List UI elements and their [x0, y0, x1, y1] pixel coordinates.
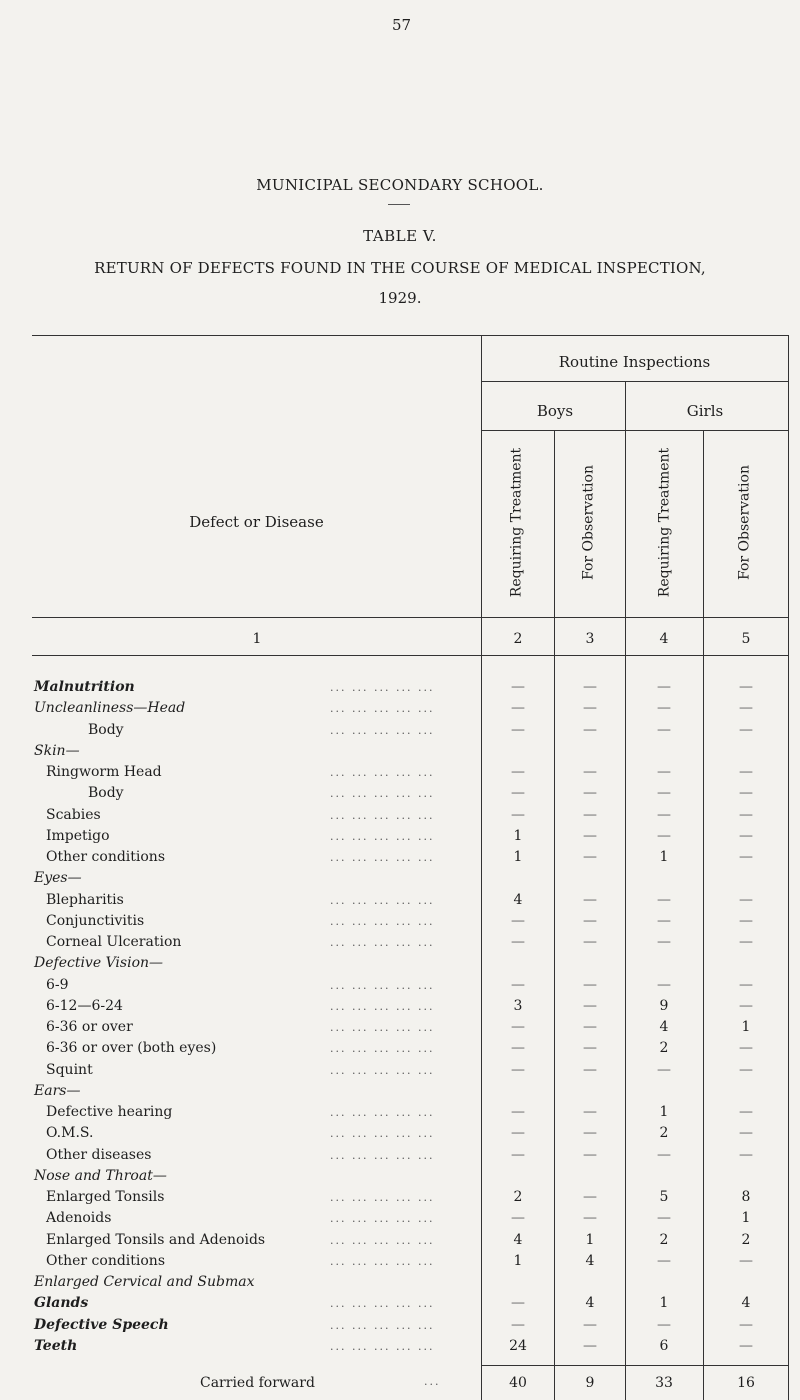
row-value: —: [511, 1295, 525, 1312]
row-value: —: [739, 1252, 753, 1269]
column-number: 2: [513, 631, 523, 647]
carried-forward-label: Carried forward: [200, 1375, 315, 1391]
row-label: Teeth: [34, 1337, 78, 1354]
row-value: —: [739, 1104, 753, 1120]
leader-dots: ... ... ... ... ...: [330, 1191, 435, 1204]
row-value: —: [739, 934, 753, 950]
row-value: 5: [659, 1189, 669, 1205]
school-title: MUNICIPAL SECONDARY SCHOOL.: [256, 176, 544, 194]
row-value: 1: [659, 1104, 669, 1120]
row-value: —: [511, 806, 525, 823]
leader-dots: ... ... ... ... ...: [330, 1233, 435, 1247]
row-label: Skin—: [34, 742, 80, 759]
row-value: —: [583, 1337, 597, 1354]
leader-dots: ... ... ... ... ...: [330, 681, 435, 694]
leader-dots: ... ... ... ... ...: [330, 1042, 435, 1056]
row-value: 4: [741, 1295, 751, 1312]
row-value: —: [739, 806, 753, 823]
row-label: Glands: [34, 1295, 89, 1312]
row-value: 4: [659, 1019, 669, 1035]
row-value: —: [583, 934, 597, 950]
row-value: 1: [741, 1019, 751, 1035]
column-number: 3: [585, 631, 595, 647]
row-value: 9: [659, 997, 669, 1014]
total-girls-requiring-treatment: 33: [655, 1375, 673, 1391]
leader-dots: ... ... ... ... ...: [330, 851, 435, 864]
row-value: 4: [585, 1295, 595, 1312]
row-label: Squint: [46, 1061, 93, 1078]
leader-dots: ... ... ... ... ...: [330, 808, 435, 822]
row-label: Nose and Throat—: [34, 1167, 167, 1184]
leader-dots: ... ... ... ... ...: [330, 914, 435, 928]
row-value: —: [511, 679, 525, 695]
row-label: Malnutrition: [34, 679, 135, 695]
row-label: Blepharitis: [46, 891, 124, 908]
row-value: —: [583, 976, 597, 993]
row-value: —: [657, 1146, 671, 1163]
row-label: 6-9: [46, 976, 69, 993]
row-value: —: [739, 849, 753, 865]
table-number: TABLE V.: [363, 227, 437, 245]
row-value: —: [511, 700, 525, 717]
row-value: —: [739, 976, 753, 993]
page-number: 57: [392, 16, 412, 34]
leader-dots: ... ... ... ... ...: [330, 787, 435, 801]
leader-dots: ... ... ... ... ...: [330, 829, 435, 843]
row-value: —: [739, 721, 753, 738]
header-girls: Girls: [686, 402, 724, 420]
row-value: —: [739, 912, 753, 929]
row-value: 3: [513, 997, 523, 1014]
row-value: —: [583, 1146, 597, 1163]
row-label: Enlarged Cervical and Submax: [34, 1274, 255, 1290]
row-value: —: [583, 891, 597, 908]
row-label: 6-12—6-24: [46, 997, 123, 1014]
row-value: 2: [513, 1189, 523, 1205]
row-value: —: [739, 1061, 753, 1078]
row-value: —: [583, 1104, 597, 1120]
row-value: —: [583, 700, 597, 717]
row-value: —: [657, 679, 671, 695]
row-label: Adenoids: [46, 1210, 112, 1227]
leader-dots: ... ... ... ... ...: [330, 1106, 435, 1119]
row-value: 2: [659, 1125, 669, 1142]
row-value: 2: [659, 1040, 669, 1057]
row-value: —: [511, 1019, 525, 1035]
column-number: 5: [741, 631, 751, 647]
row-label: Eyes—: [34, 870, 82, 887]
row-value: —: [583, 721, 597, 738]
row-value: —: [739, 827, 753, 844]
row-value: —: [511, 1040, 525, 1057]
row-value: —: [583, 1189, 597, 1205]
leader-dots: ... ... ... ... ...: [330, 1212, 435, 1226]
row-value: —: [739, 1146, 753, 1163]
row-value: 1: [741, 1210, 751, 1227]
row-value: 4: [513, 1231, 523, 1248]
row-value: —: [583, 1019, 597, 1035]
header-boys: Boys: [536, 402, 574, 420]
row-value: —: [583, 997, 597, 1014]
leader-dots: ... ... ... ... ...: [330, 723, 435, 737]
leader-dots: ... ... ... ... ...: [330, 978, 435, 992]
row-value: —: [657, 1210, 671, 1227]
row-value: —: [657, 1061, 671, 1078]
row-label: Impetigo: [46, 827, 110, 844]
row-value: —: [739, 891, 753, 908]
row-value: 24: [509, 1337, 527, 1354]
total-boys-for-observation: 9: [585, 1375, 595, 1391]
leader-dots: ... ... ... ... ...: [330, 1021, 435, 1034]
header-boys-requiring-treatment: Requiring Treatment: [508, 447, 525, 598]
row-value: —: [511, 1125, 525, 1142]
leader-dots: ... ... ... ... ...: [330, 936, 435, 949]
row-value: —: [511, 1210, 525, 1227]
row-label: Defective Vision—: [34, 955, 164, 972]
leader-dots: ... ... ... ... ...: [330, 1063, 435, 1077]
row-value: —: [739, 1040, 753, 1057]
row-value: —: [657, 891, 671, 908]
row-value: —: [583, 764, 597, 780]
row-value: 1: [513, 1252, 523, 1269]
row-value: —: [511, 1104, 525, 1120]
leader-dots: ... ... ... ... ...: [330, 1254, 435, 1268]
row-value: —: [511, 934, 525, 950]
total-girls-for-observation: 16: [737, 1375, 755, 1391]
row-value: —: [583, 1210, 597, 1227]
row-value: —: [583, 1061, 597, 1078]
row-value: —: [657, 785, 671, 802]
row-label: Body: [88, 721, 124, 738]
row-value: —: [511, 976, 525, 993]
row-label: Uncleanliness—Head: [34, 700, 186, 717]
row-value: —: [657, 934, 671, 950]
row-value: —: [657, 827, 671, 844]
report-year: 1929.: [378, 289, 422, 307]
row-label: O.M.S.: [46, 1125, 94, 1142]
total-boys-requiring-treatment: 40: [509, 1375, 527, 1391]
row-value: 1: [659, 849, 669, 865]
row-value: —: [511, 764, 525, 780]
row-value: —: [511, 1061, 525, 1078]
row-value: —: [583, 827, 597, 844]
row-value: —: [657, 721, 671, 738]
row-value: —: [739, 785, 753, 802]
row-label: Conjunctivitis: [46, 912, 145, 929]
leader-dots: ... ... ... ... ...: [330, 766, 435, 779]
row-value: —: [583, 806, 597, 823]
header-defect-or-disease: Defect or Disease: [189, 513, 324, 531]
row-value: —: [511, 1316, 525, 1333]
row-label: 6-36 or over (both eyes): [46, 1040, 217, 1057]
title-divider: [388, 204, 410, 205]
row-label: Other conditions: [46, 849, 166, 865]
row-label: Body: [88, 785, 124, 802]
header-girls-for-observation: For Observation: [736, 465, 753, 580]
row-value: 1: [659, 1295, 669, 1312]
row-value: —: [511, 785, 525, 802]
row-value: 8: [741, 1189, 751, 1205]
row-value: —: [511, 912, 525, 929]
row-value: 1: [513, 827, 523, 844]
row-value: —: [739, 764, 753, 780]
row-value: —: [657, 806, 671, 823]
row-value: 4: [585, 1252, 595, 1269]
row-value: —: [739, 1125, 753, 1142]
row-label: Ringworm Head: [46, 764, 162, 780]
leader-dots: ... ... ... ... ...: [330, 1318, 435, 1332]
leader-dots: ... ... ... ... ...: [330, 1297, 435, 1311]
row-value: 1: [585, 1231, 595, 1248]
row-label: Scabies: [46, 806, 101, 823]
carried-forward-leader: ...: [424, 1375, 441, 1388]
row-value: —: [583, 849, 597, 865]
row-value: 2: [659, 1231, 669, 1248]
row-value: —: [739, 679, 753, 695]
row-value: 1: [513, 849, 523, 865]
row-value: —: [583, 1316, 597, 1333]
row-label: Other conditions: [46, 1252, 166, 1269]
row-value: 2: [741, 1231, 751, 1248]
leader-dots: ... ... ... ... ...: [330, 1148, 435, 1162]
row-value: —: [583, 912, 597, 929]
row-value: —: [583, 1125, 597, 1142]
row-value: —: [583, 1040, 597, 1057]
leader-dots: ... ... ... ... ...: [330, 999, 435, 1013]
row-value: —: [511, 1146, 525, 1163]
row-label: Enlarged Tonsils: [46, 1189, 165, 1205]
header-girls-requiring-treatment: Requiring Treatment: [656, 447, 673, 598]
row-value: —: [739, 700, 753, 717]
row-label: 6-36 or over: [46, 1019, 133, 1035]
row-value: 4: [513, 891, 523, 908]
row-value: —: [657, 1252, 671, 1269]
leader-dots: ... ... ... ... ...: [330, 702, 435, 716]
row-label: Defective Speech: [34, 1316, 169, 1333]
row-value: —: [583, 679, 597, 695]
column-number: 1: [252, 631, 262, 647]
row-value: —: [657, 912, 671, 929]
leader-dots: ... ... ... ... ...: [330, 893, 435, 907]
row-value: —: [657, 1316, 671, 1333]
row-value: —: [657, 976, 671, 993]
row-value: —: [657, 700, 671, 717]
column-number: 4: [659, 631, 669, 647]
row-label: Corneal Ulceration: [46, 934, 182, 950]
row-label: Ears—: [34, 1082, 81, 1099]
row-value: 6: [659, 1337, 669, 1354]
row-value: —: [739, 997, 753, 1014]
row-label: Other diseases: [46, 1146, 152, 1163]
row-value: —: [511, 721, 525, 738]
row-value: —: [657, 764, 671, 780]
row-label: Enlarged Tonsils and Adenoids: [46, 1231, 266, 1248]
leader-dots: ... ... ... ... ...: [330, 1339, 435, 1353]
row-value: —: [739, 1316, 753, 1333]
header-routine-inspections: Routine Inspections: [558, 353, 711, 371]
leader-dots: ... ... ... ... ...: [330, 1127, 435, 1141]
row-label: Defective hearing: [46, 1104, 173, 1120]
row-value: —: [583, 785, 597, 802]
header-boys-for-observation: For Observation: [580, 465, 597, 580]
row-value: —: [739, 1337, 753, 1354]
report-title: RETURN OF DEFECTS FOUND IN THE COURSE OF MEDICAL INSPECTION,: [94, 259, 706, 277]
